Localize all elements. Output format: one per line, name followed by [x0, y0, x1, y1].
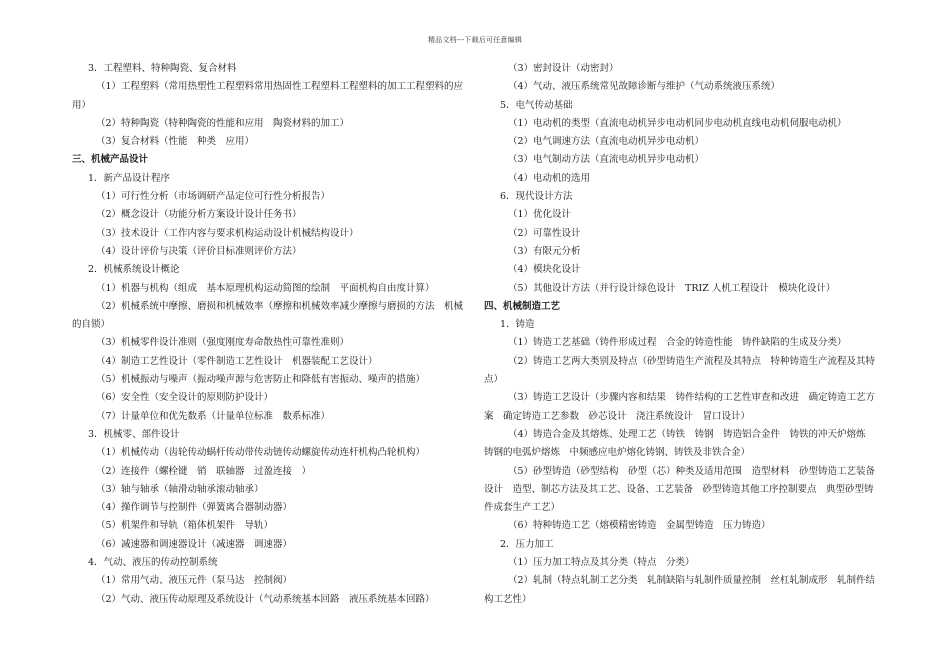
text-line: （1）可行性分析（市场调研产品定位可行性分析报告） — [96, 191, 331, 203]
text-line: 铸钢的电弧炉熔炼 中频感应电炉熔化铸钢、铸铁及非铁合金） — [484, 447, 751, 459]
text-line: 4．气动、液压的传动控制系统 — [88, 557, 218, 569]
text-line: （2）电气调速方法（直流电动机异步电动机） — [508, 136, 705, 148]
text-line: （4）铸造合金及其熔炼、处理工艺（铸铁 铸钢 铸造铝合金件 铸铁的冲天炉熔炼 — [508, 428, 866, 440]
text-line: （1）机械传动（齿轮传动蜗杆传动带传动链传动螺旋传动连杆机构凸轮机构） — [96, 447, 426, 459]
text-line: 3．工程塑料、特种陶瓷、复合材料 — [88, 63, 237, 74]
text-line: （3）铸造工艺设计（步骤内容和结果 铸件结构的工艺性审查和改进 确定铸造工艺方 — [508, 392, 876, 404]
text-line: （4）操作调节与控制件（弹簧离合器制动器） — [96, 502, 293, 514]
text-line: （3）密封设计（动密封） — [508, 63, 619, 74]
text-line: 用） — [72, 99, 92, 111]
text-line: （5）砂型铸造（砂型结构 砂型（芯）种类及适用范围 造型材料 砂型铸造工艺装备 — [508, 465, 876, 477]
text-line: （2）连接件（螺栓键 销 联轴器 过盈连接 ） — [96, 465, 312, 477]
text-line: （2）特种陶瓷（特种陶瓷的性能和应用 陶瓷材料的加工） — [96, 117, 350, 129]
text-line: （4）电动机的选用 — [508, 172, 591, 184]
text-line: 2．压力加工 — [500, 538, 554, 550]
text-line: （1）常用气动、液压元件（泵马达 控制阀） — [96, 575, 293, 587]
text-line: 1．铸造 — [500, 319, 535, 331]
text-line: （3）复合材料（性能 种类 应用） — [96, 136, 255, 148]
text-line: （2）铸造工艺两大类别及特点（砂型铸造生产流程及其特点 特种铸造生产流程及其特 — [508, 355, 876, 367]
text-line: （7）计量单位和优先数系（计量单位标准 数系标准） — [96, 410, 331, 422]
text-line: （1）电动机的类型（直流电动机异步电动机同步电动机直线电动机伺服电动机） — [508, 117, 847, 129]
text-line: （3）技术设计（工作内容与要求机构运动设计机械结构设计） — [96, 227, 359, 239]
text-line: 2．机械系统设计概论 — [88, 264, 180, 276]
text-line: （1）铸造工艺基础（铸件形成过程 合金的铸造性能 铸件缺陷的生成及分类） — [508, 337, 847, 349]
text-line: 6．现代设计方法 — [500, 191, 573, 203]
text-line: 案 确定铸造工艺参数 砂芯设计 浇注系统设计 冒口设计） — [484, 410, 751, 422]
text-line: （1）机器与机构（组成 基本原理机构运动简图的绘制 平面机构自由度计算） — [96, 282, 435, 294]
text-line: （3）电气制动方法（直流电动机异步电动机） — [508, 154, 705, 166]
text-line: （3）机械零件设计准则（强度刚度寿命散热性可靠性准则） — [96, 337, 350, 349]
left-column — [72, 60, 467, 609]
text-line: （2）轧制（特点轧制工艺分类 轧制缺陷与轧制件质量控制 丝杠轧制成形 轧制件结 — [508, 575, 876, 587]
text-line: （2）机械系统中摩擦、磨损和机械效率（摩擦和机械效率减少摩擦与磨损的方法 机械 — [96, 300, 464, 312]
text-line: （6）安全性（安全设计的原则防护设计） — [96, 392, 274, 404]
text-line: （4）气动、液压系统常见故障诊断与维护（气动系统液压系统） — [508, 81, 781, 93]
text-line: （1）工程塑料（常用热塑性工程塑料常用热固性工程塑料工程塑料的加工工程塑料的应 — [96, 81, 464, 93]
section-heading: 三、机械产品设计 — [72, 154, 149, 166]
text-line: （2）可靠性设计 — [508, 227, 581, 239]
text-line: （4）制造工艺性设计（零件制造工艺性设计 机器装配工艺设计） — [96, 355, 378, 367]
text-line: （1）优化设计 — [508, 209, 572, 221]
text-line: （6）减速器和调速器设计（减速器 调速器） — [96, 538, 293, 550]
text-line: （4）模块化设计 — [508, 264, 581, 276]
text-line: 的自锁） — [72, 319, 111, 331]
text-line: （3）轴与轴承（轴滑动轴承滚动轴承） — [96, 483, 264, 495]
text-line: （3）有限元分析 — [508, 245, 581, 257]
text-line: 1．新产品设计程序 — [88, 172, 171, 184]
text-line: 构工艺性） — [484, 593, 532, 605]
section-heading: 四、机械制造工艺 — [484, 300, 561, 312]
page-header: 精品文档---下载后可任意编辑 — [427, 36, 523, 44]
text-line: （2）气动、液压传动原理及系统设计（气动系统基本回路 液压系统基本回路） — [96, 593, 435, 605]
text-line: （5）其他设计方法（并行设计绿色设计 TRIZ 人机工程设计 模块化设计） — [508, 282, 836, 294]
text-line: （4）设计评价与决策（评价目标准则评价方法） — [96, 245, 302, 257]
text-line: 设计 造型、制芯方法及其工艺、设备、工艺装备 砂型铸造其他工序控制要点 典型砂型铸 — [484, 483, 874, 495]
text-line: 点） — [484, 374, 504, 386]
text-line: （6）特种铸造工艺（熔模精密铸造 金属型铸造 压力铸造） — [508, 520, 771, 532]
text-line: （5）机架件和导轨（箱体机架件 导轨） — [96, 520, 274, 532]
text-line: （2）概念设计（功能分析方案设计设计任务书） — [96, 209, 302, 221]
right-column — [484, 60, 879, 609]
text-line: （5）机械振动与噪声（振动噪声源与危害防止和降低有害振动、噪声的措施） — [96, 374, 426, 386]
text-line: 5．电气传动基础 — [500, 99, 573, 111]
text-line: （1）压力加工特点及其分类（特点 分类） — [508, 557, 695, 569]
text-line: 3．机械零、部件设计 — [88, 428, 180, 440]
text-line: 件成套生产工艺） — [484, 502, 561, 514]
